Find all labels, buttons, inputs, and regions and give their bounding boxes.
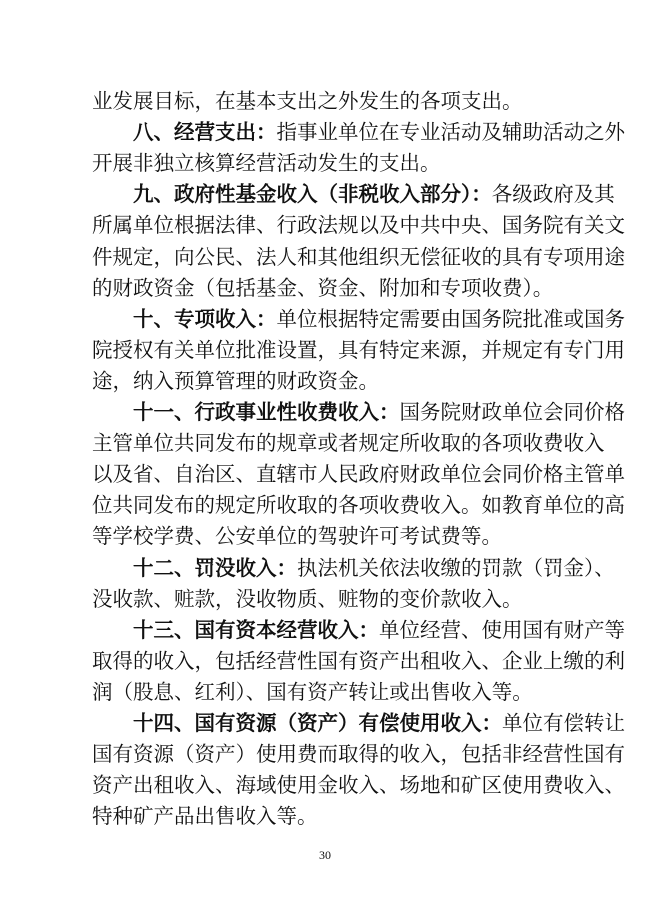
section-term: 八、经营支出： [133, 120, 277, 145]
section-term: 九、政府性基金收入（非税收入部分）： [133, 182, 492, 207]
body-text: 润（股息、红利）、国有资产转让或出售收入等。 [92, 679, 533, 704]
body-text: 指事业单位在专业活动及辅助活动之外 [276, 120, 625, 145]
body-text-line [92, 335, 625, 365]
body-text: 所属单位根据法律、行政法规以及中共中央、国务院有关文 [92, 213, 625, 238]
body-text: 途，纳入预算管理的财政资金。 [92, 368, 379, 393]
body-text: 主管单位共同发布的规章或者规定所收取的各项收费收入 [92, 431, 605, 456]
section-14-heading-line [133, 708, 625, 738]
body-text: 业发展目标，在基本支出之外发生的各项支出。 [92, 89, 523, 113]
page-number: 30 [319, 848, 331, 862]
section-9-heading-line [133, 179, 615, 209]
section-13-heading-line [133, 615, 625, 645]
body-text-line [92, 428, 605, 458]
section-term: 十三、国有资本经营收入： [133, 617, 379, 642]
body-text: 各级政府及其 [491, 182, 615, 207]
body-text-line [92, 273, 562, 303]
section-8-heading-line [133, 117, 625, 147]
section-term: 十、专项收入： [133, 306, 277, 331]
body-text-line [92, 801, 562, 831]
section-11-heading-line [133, 397, 625, 427]
body-text-line [92, 521, 562, 551]
body-text: 取得的收入，包括经营性国有资产出租收入、企业上缴的利 [92, 648, 625, 673]
body-text-line [92, 366, 562, 396]
body-text: 件规定，向公民、法人和其他组织无偿征收的具有专项用途 [92, 244, 625, 269]
body-text: 国有资源（资产）使用费而取得的收入，包括非经营性国有 [92, 742, 625, 767]
body-text-line [92, 86, 562, 116]
body-text-line [92, 148, 562, 178]
body-text-line [92, 490, 625, 520]
body-text-line [92, 677, 562, 707]
body-text: 以及省、自治区、直辖市人民政府财政单位会同价格主管单 [92, 462, 625, 487]
section-term: 十一、行政事业性收费收入： [133, 400, 400, 424]
body-text-line [92, 739, 625, 769]
body-text: 国务院财政单位会同价格 [399, 400, 625, 424]
section-term: 十四、国有资源（资产）有偿使用收入： [133, 711, 502, 735]
section-12-heading-line [133, 553, 615, 583]
section-10-heading-line [133, 304, 625, 334]
body-text: 特种矿产品出售收入等。 [92, 804, 318, 829]
body-text: 的财政资金（包括基金、资金、附加和专项收费）。 [92, 275, 554, 300]
body-text-line [92, 459, 625, 489]
body-text: 执法机关依法收缴的罚款（罚金）、 [297, 555, 615, 580]
body-text: 没收款、赃款，没收物质、赃物的变价款收入。 [92, 586, 523, 611]
body-text-line [92, 584, 562, 614]
body-text-line [92, 646, 625, 676]
section-term: 十二、罚没收入： [133, 555, 297, 580]
body-text: 资产出租收入、海域使用金收入、场地和矿区使用费收入、 [92, 773, 625, 798]
body-text: 单位经营、使用国有财产等 [379, 617, 625, 642]
body-text: 等学校学费、公安单位的驾驶许可考试费等。 [92, 524, 502, 549]
body-text: 位共同发布的规定所收取的各项收费收入。如教育单位的高 [92, 493, 625, 518]
body-text-line [92, 242, 625, 272]
body-text: 单位有偿转让 [502, 711, 625, 735]
body-text-line [92, 210, 625, 240]
body-text: 开展非独立核算经营活动发生的支出。 [92, 151, 441, 176]
body-text: 单位根据特定需要由国务院批准或国务 [276, 306, 625, 331]
body-text: 院授权有关单位批准设置，具有特定来源，并规定有专门用 [92, 337, 625, 362]
body-text-line [92, 770, 625, 800]
